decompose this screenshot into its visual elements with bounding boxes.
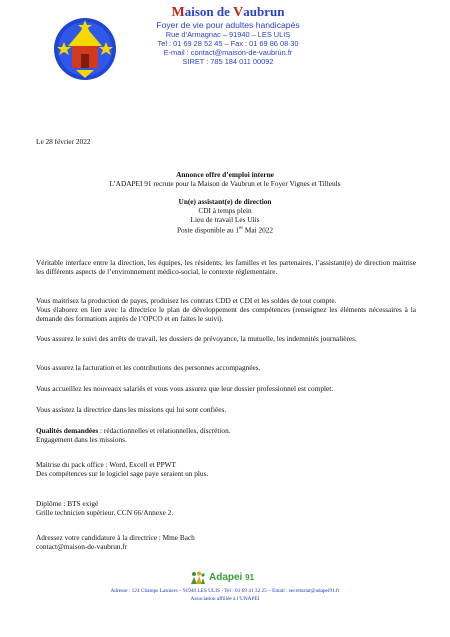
- organization-subtitle: Foyer de vie pour adultes handicapés: [156, 20, 300, 30]
- adapei-number: 91: [245, 573, 255, 582]
- footer-affiliation: Association affiliée à l’UNAPEI: [190, 596, 260, 602]
- job-contract: CDI à temps plein: [198, 206, 252, 215]
- job-location: Lieu de travail Les Ulis: [190, 215, 260, 224]
- qualities-text: : rédactionnelles et relationnelles, discrétion.: [98, 426, 231, 435]
- organization-address: Rue d’Armagnac – 91940 – LES ULIS: [165, 30, 291, 39]
- letterhead: [128, 4, 328, 66]
- name-part-1: aison de: [184, 4, 234, 19]
- paragraph-sick-leave: Vous assurez le suivi des arrêts de travail, les dossiers de prévoyance, la mutuelle, les indemnités journalières.: [36, 334, 357, 343]
- organization-siret: SIRET : 785 184 011 00092: [182, 57, 274, 66]
- availability-sup: er: [239, 226, 244, 231]
- paragraph-onboarding: Vous accueillez les nouveaux salariés et vous vous assurez que leur dossier professionnel est complet.: [36, 384, 334, 393]
- adapei-people-icon: [190, 571, 206, 585]
- apply-email: contact@maison-de-vaubrun.fr: [36, 542, 128, 551]
- sage-skills: Des compétences sur le logiciel sage paye seraient un plus.: [36, 469, 209, 478]
- organization-email: E-mail : contact@maison-de-vaubrun.fr: [163, 48, 293, 57]
- availability-suffix: Mai 2022: [243, 225, 274, 235]
- maison-de-vaubrun-logo: [52, 16, 118, 82]
- paragraph-billing: Vous assurez la facturation et les contributions des personnes accompagnées.: [36, 363, 261, 372]
- qualities-label: Qualités demandées: [36, 426, 99, 435]
- availability-prefix: Poste disponible au 1: [176, 225, 240, 235]
- salary-grid: Grille technicien supérieur. CCN 66/Annexe 2.: [36, 508, 174, 517]
- job-availability: [30, 224, 420, 234]
- name-initial-v: V: [233, 5, 244, 20]
- office-skills: Maitrise du pack office : Word, Excell et PPWT: [36, 460, 176, 469]
- announcement-line: L’ADAPEI 91 recrute pour la Maison de Vaubrun et le Foyer Vignes et Tilleuls: [109, 179, 341, 188]
- adapei-logo: [209, 572, 254, 583]
- letter-date: Le 28 février 2022: [36, 137, 91, 146]
- paragraph-interface: Véritable interface entre la direction, les équipes, les résidents, les familles et les partenaires, l’assistant(e) de direction maitrise les différents aspects de l’environnement médico-social, le contexte réglementaire.: [36, 258, 416, 276]
- organization-phone: Tel : 01 69 28 52 45 – Fax : 01 69 86 08 30: [157, 39, 299, 48]
- apply-instructions: Adressez votre candidature à la directrice : Mme Bach: [36, 533, 195, 542]
- qualities: [36, 426, 416, 435]
- name-initial-m: M: [171, 5, 185, 20]
- paragraph-assist: Vous assistez la directrice dans les missions qui lui sont confiées.: [36, 405, 227, 414]
- announcement-title: Annonce offre d’emploi interne: [176, 170, 274, 179]
- organization-name: [128, 4, 328, 20]
- name-part-2: aubrun: [243, 4, 285, 19]
- paragraph-training: Vous élaborez en lien avec la directrice le plan de développement des compétences (renseignez les éléments nécessaires à la demande des formations auprès de l’OPCO et en faites le suivi).: [36, 305, 416, 323]
- paragraph-payroll: Vous maitrisez la production de payes, produisez les contrats CDD et CDI et les soldes de tout compte.: [36, 296, 337, 305]
- job-title: Un(e) assistant(e) de direction: [178, 197, 272, 206]
- footer-address: Adresse : 124 Champs Lasniers – 91940 LES ULIS - Tel : 01 69 41 32 25 – Email : secretariat@adapei91.fr: [110, 588, 340, 594]
- engagement: Engagement dans les missions.: [36, 435, 127, 444]
- diploma: Diplôme : BTS exigé: [36, 499, 99, 508]
- adapei-brand: Adapei: [209, 572, 243, 583]
